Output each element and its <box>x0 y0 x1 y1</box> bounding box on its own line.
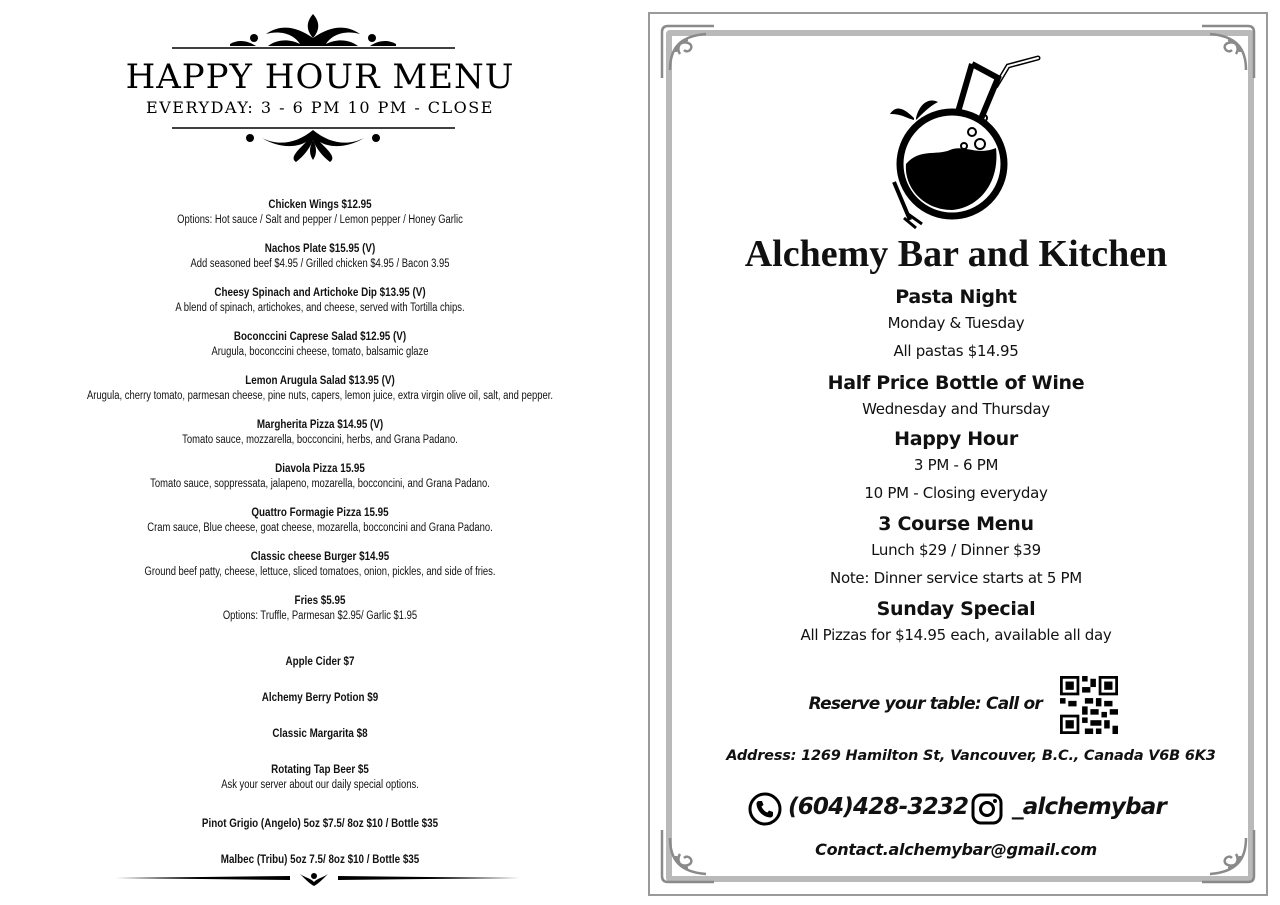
special-heading: Sunday Special <box>876 598 1036 620</box>
drink-item <box>0 815 640 851</box>
special-sunday <box>648 598 1264 644</box>
item-desc: Tomato sauce, mozzarella, bocconcini, herbs, and Grana Padano. <box>182 434 458 446</box>
footer-ornament-icon <box>0 870 640 890</box>
item-desc: Arugula, cherry tomato, parmesan cheese, pine nuts, capers, lemon juice, extra virgin olive oil, salt, and pepper. <box>87 390 553 402</box>
food-list <box>0 196 640 636</box>
special-happy-hour <box>648 428 1264 502</box>
phone-number[interactable]: (604)428-3232 <box>788 794 969 820</box>
menu-item <box>0 284 640 328</box>
drinks-list <box>0 653 640 887</box>
qr-code-icon[interactable] <box>1060 676 1118 734</box>
special-pasta-night <box>648 286 1264 360</box>
instagram-handle[interactable]: _alchemybar <box>1012 794 1166 820</box>
item-name: Pinot Grigio (Angelo) 5oz $7.5/ 8oz $10 / Bottle $35 <box>201 816 439 830</box>
reserve-text: Reserve your table: Call or <box>808 694 1042 714</box>
special-3-course <box>648 513 1264 587</box>
item-name: Chicken Wings $12.95 <box>268 197 372 211</box>
menu-item <box>0 240 640 284</box>
item-desc: Ground beef patty, cheese, lettuce, sliced tomatoes, onion, pickles, and side of fries. <box>144 566 496 578</box>
item-name: Rotating Tap Beer $5 <box>271 762 369 776</box>
drink-item <box>0 761 640 815</box>
menu-item <box>0 504 640 548</box>
menu-item <box>0 460 640 504</box>
item-desc: A blend of spinach, artichokes, and cheese, served with Tortilla chips. <box>175 302 465 314</box>
item-name: Diavola Pizza 15.95 <box>275 461 365 475</box>
menu-item <box>0 196 640 240</box>
item-desc: Options: Truffle, Parmesan $2.95/ Garlic $1.95 <box>222 610 418 622</box>
contact-row <box>748 790 1168 830</box>
item-name: Nachos Plate $15.95 (V) <box>264 241 376 255</box>
special-heading: Half Price Bottle of Wine <box>827 372 1085 394</box>
item-desc: Options: Hot sauce / Salt and pepper / Lemon pepper / Honey Garlic <box>177 214 463 226</box>
menu-item <box>0 328 640 372</box>
item-name: Classic cheese Burger $14.95 <box>250 549 390 563</box>
item-name: Lemon Arugula Salad $13.95 (V) <box>245 373 395 387</box>
item-name: Classic Margarita $8 <box>272 726 368 740</box>
special-line: Note: Dinner service starts at 5 PM <box>830 569 1082 587</box>
special-line: 10 PM - Closing everyday <box>864 484 1048 502</box>
address-text: Address: 1269 Hamilton St, Vancouver, B.C., Canada V6B 6K3 <box>726 748 1216 764</box>
special-line: 3 PM - 6 PM <box>913 456 999 474</box>
corner-ornament-icon <box>654 18 724 88</box>
menu-item <box>0 416 640 460</box>
corner-ornament-icon <box>1192 18 1262 88</box>
item-name: Quattro Formagie Pizza 15.95 <box>251 505 389 519</box>
item-name: Boconccini Caprese Salad $12.95 (V) <box>233 329 407 343</box>
menu-item <box>0 548 640 592</box>
email-address[interactable]: Contact.alchemybar@gmail.com <box>815 840 1097 859</box>
special-line: Lunch $29 / Dinner $39 <box>871 541 1041 559</box>
drink-item <box>0 689 640 725</box>
item-name: Apple Cider $7 <box>285 654 355 668</box>
special-line: All pastas $14.95 <box>893 342 1019 360</box>
special-heading: Happy Hour <box>894 428 1018 450</box>
item-desc: Arugula, boconccini cheese, tomato, balsamic glaze <box>211 346 429 358</box>
bottom-title-ornament-icon <box>0 118 640 168</box>
item-name: Fries $5.95 <box>294 593 346 607</box>
special-heading: Pasta Night <box>895 286 1017 308</box>
item-desc: Tomato sauce, soppressata, jalapeno, mozarella, bocconcini, and Grana Padano. <box>150 478 490 490</box>
flask-logo-icon <box>880 52 1050 232</box>
drink-item <box>0 653 640 689</box>
item-desc: Ask your server about our daily special options. <box>221 779 419 791</box>
instagram-icon <box>970 792 1004 826</box>
item-desc: Cram sauce, Blue cheese, goat cheese, mozarella, bocconcini and Grana Padano. <box>147 522 493 534</box>
menu-item <box>0 592 640 636</box>
special-line: Monday & Tuesday <box>887 314 1025 332</box>
menu-title: HAPPY HOUR MENU <box>125 57 515 97</box>
special-heading: 3 Course Menu <box>878 513 1034 535</box>
item-name: Alchemy Berry Potion $9 <box>261 690 379 704</box>
special-line: Wednesday and Thursday <box>862 400 1050 418</box>
item-name: Margherita Pizza $14.95 (V) <box>256 417 384 431</box>
restaurant-name: Alchemy Bar and Kitchen <box>744 233 1168 275</box>
phone-icon <box>748 792 782 826</box>
item-name: Cheesy Spinach and Artichoke Dip $13.95 (V) <box>214 285 426 299</box>
item-desc: Add seasoned beef $4.95 / Grilled chicken $4.95 / Bacon 3.95 <box>190 258 450 270</box>
special-line: All Pizzas for $14.95 each, available all day <box>800 626 1112 644</box>
menu-item <box>0 372 640 416</box>
menu-subtitle: EVERYDAY: 3 - 6 PM 10 PM - CLOSE <box>146 98 494 117</box>
drink-item <box>0 725 640 761</box>
special-wine <box>648 372 1264 418</box>
item-name: Malbec (Tribu) 5oz 7.5/ 8oz $10 / Bottle $35 <box>220 852 420 866</box>
